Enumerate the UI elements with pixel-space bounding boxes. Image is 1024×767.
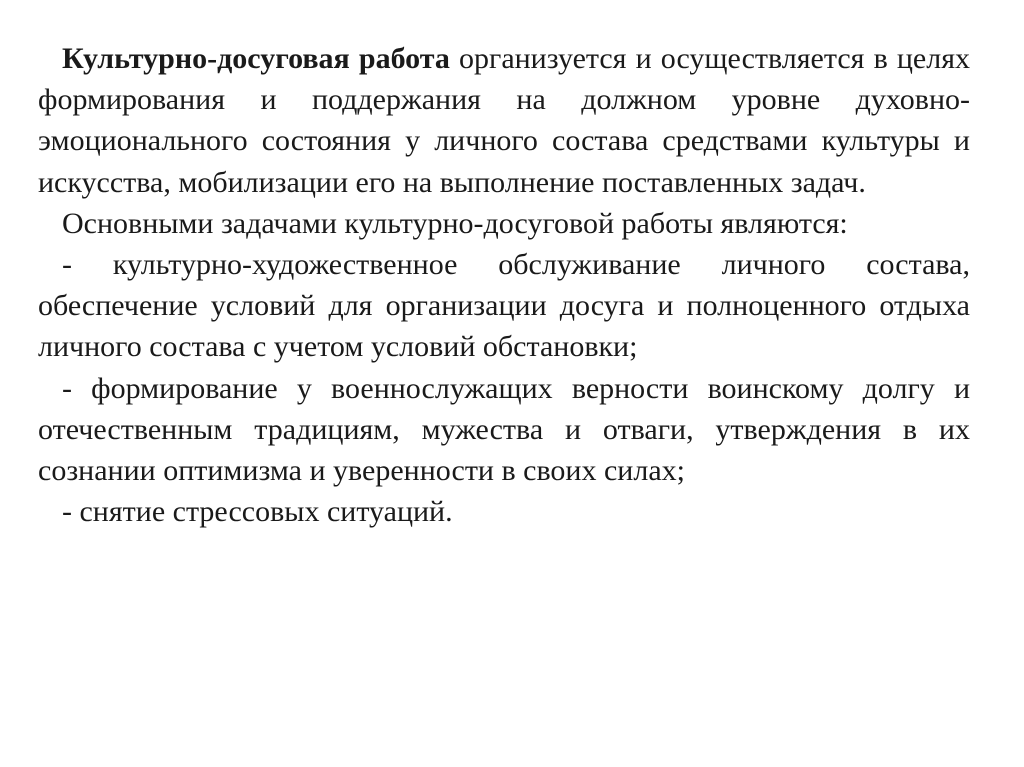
tasks-heading: Основными задачами культурно-досуговой работы являются:: [62, 206, 848, 240]
slide-text-block: [38, 38, 970, 532]
intro-term: Культурно-досуговая работа: [62, 42, 450, 75]
task-item: - снятие стрессовых ситуаций.: [62, 495, 453, 529]
task-item: - формирование у военнослужащих верности воинскому долгу и отечественным традициям, мужества и отваги, утверждения в их сознании оптимизма и уверенности в своих силах;: [38, 371, 970, 488]
task-item: - культурно-художественное обслуживание личного состава, обеспечение условий для организации досуга и полноценного отдыха личного состава с учетом условий обстановки;: [38, 248, 970, 364]
intro-paragraph: [38, 38, 970, 203]
intro-text: организуется и осуществляется в целях формирования и поддержания на должном уровне духовно-эмоционального состояния у личного состава средствами культуры и искусства, мобилизации его на выполнение поставленных задач.: [38, 42, 970, 199]
